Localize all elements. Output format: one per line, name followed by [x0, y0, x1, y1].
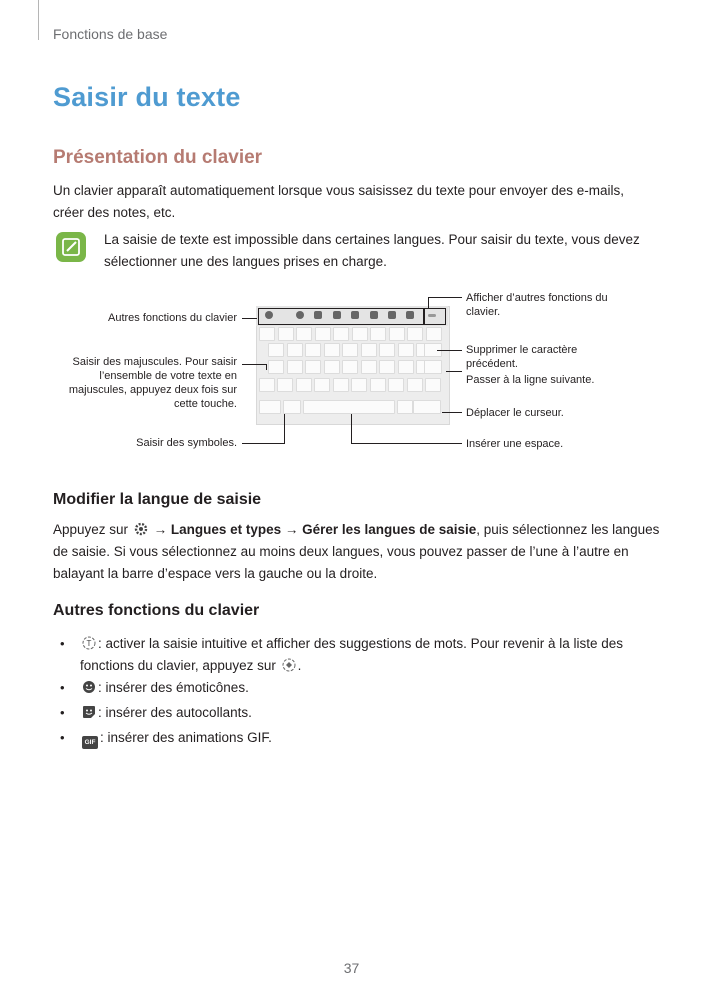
keyboard-key: [342, 343, 358, 357]
keyboard-key: [296, 378, 312, 392]
arrow-2: →: [284, 522, 299, 537]
section-header: Fonctions de base: [53, 26, 168, 42]
keyboard-key: [426, 327, 442, 341]
keyboard-key: [314, 378, 330, 392]
keyboard-key: [389, 327, 405, 341]
language-before: Appuyez sur: [53, 522, 129, 537]
keyboard-key: [315, 327, 331, 341]
more-highlight: [424, 308, 446, 325]
label-more: Afficher d’autres fonctions du clavier.: [466, 292, 608, 318]
language-paragraph: [53, 519, 663, 585]
keyboard-key: [370, 378, 386, 392]
label-functions: Autres fonctions du clavier: [107, 312, 237, 324]
keyboard-key: [379, 343, 395, 357]
gear-icon: [134, 522, 148, 536]
shift-key: [259, 378, 275, 392]
bullet-mark: •: [60, 705, 65, 720]
keyboard-key: [305, 343, 321, 357]
keyboard-key: [287, 360, 303, 374]
bullet-predictive: [60, 633, 660, 677]
bullet1-end: .: [297, 658, 302, 673]
bullet-mark: •: [60, 636, 65, 651]
keyboard-key: [305, 360, 321, 374]
bullet3-text: : insérer des autocollants.: [98, 705, 252, 720]
bullet-mark: •: [60, 730, 65, 745]
keyboard-key: [407, 378, 423, 392]
label-cursor: Déplacer le curseur.: [466, 407, 564, 419]
language-heading: Modifier la langue de saisie: [53, 491, 262, 508]
bullet4-text: : insérer des animations GIF.: [100, 730, 272, 745]
overview-intro: Un clavier apparaît automatiquement lorsque vous saisissez du texte pour envoyer des e-mails, créer des notes, etc.: [53, 183, 625, 220]
keyboard-key: [259, 327, 275, 341]
leader-symbols-v: [284, 414, 285, 444]
enter-key: [424, 360, 442, 374]
emoji-icon: [82, 680, 96, 694]
language-after: , puis sélectionnez les langues: [476, 522, 660, 537]
gif-icon: GIF: [82, 736, 98, 749]
comma-key: [283, 400, 301, 414]
bullet-sticker: [60, 702, 660, 724]
language-line3: balayant la barre d’espace vers la gauche ou la droite.: [53, 566, 378, 581]
label-delete: Supprimer le caractère précédent.: [466, 344, 578, 370]
keyboard-key: [278, 327, 294, 341]
keyboard-key: [351, 378, 367, 392]
keyboard-key: [398, 343, 414, 357]
bullet1-line1: : activer la saisie intuitive et afficher des suggestions de mots. Pour revenir à la liste des: [98, 636, 624, 651]
keyboard-key: [287, 343, 303, 357]
bullet2-text: : insérer des émoticônes.: [98, 680, 249, 695]
language-line2: de saisie. Si vous sélectionnez au moins deux langues, vous pouvez passer de l’une à l’autre en: [53, 544, 629, 559]
overview-heading: Présentation du clavier: [53, 147, 263, 168]
keyboard-key: [407, 327, 423, 341]
keyboard-key: [268, 360, 284, 374]
leader-functions: [242, 318, 257, 319]
predictive-icon: [82, 636, 96, 650]
keyboard-key: [324, 343, 340, 357]
arrow-1: →: [153, 522, 168, 537]
keyboard-key: [333, 378, 349, 392]
page-title: Saisir du texte: [53, 82, 241, 112]
label-caps: Saisir des majuscules. Pour saisir l’ensemble de votre texte en majuscules, appuyez deux fois sur cette touche.: [68, 356, 237, 410]
keyboard-key: [425, 378, 441, 392]
label-symbols: Saisir des symboles.: [136, 437, 237, 449]
keyboard-key: [342, 360, 358, 374]
note-text: La saisie de texte est impossible dans certaines langues. Pour saisir du texte, vous devez sélectionner une des langues prises en charge.: [104, 232, 640, 269]
leader-more-v: [428, 297, 429, 308]
bullet-gif: [60, 727, 660, 749]
leader-more: [428, 297, 462, 298]
menu-gerer-langues: Gérer les langues de saisie: [302, 522, 477, 537]
page-number: 37: [343, 960, 360, 976]
leader-symbols: [242, 443, 284, 444]
symbols-key: [259, 400, 281, 414]
keyboard-key: [388, 378, 404, 392]
leader-cursor: [442, 412, 462, 413]
keyboard-key: [361, 360, 377, 374]
keyboard-key: [324, 360, 340, 374]
keyboard-key: [277, 378, 293, 392]
keyboard-key: [370, 327, 386, 341]
leader-caps: [242, 364, 267, 365]
predictive-back-icon: [282, 658, 296, 672]
bullet-emoji: [60, 677, 660, 699]
leader-space: [351, 443, 462, 444]
space-key: [303, 400, 395, 414]
bullet-mark: •: [60, 680, 65, 695]
keyboard-key: [398, 360, 414, 374]
other-heading: Autres fonctions du clavier: [53, 602, 260, 619]
sticker-icon: [82, 705, 96, 719]
note-icon: [56, 232, 86, 262]
keyboard-key: [379, 360, 395, 374]
leader-delete: [437, 350, 462, 351]
period-key: [397, 400, 413, 414]
cursor-key: [413, 400, 441, 414]
header-rule: [38, 0, 39, 40]
keyboard-key: [352, 327, 368, 341]
keyboard-key: [268, 343, 284, 357]
bullet1-line2: fonctions du clavier, appuyez sur: [80, 658, 276, 673]
label-space: Insérer une espace.: [466, 438, 564, 450]
label-newline: Passer à la ligne suivante.: [466, 374, 595, 386]
leader-newline: [446, 371, 462, 372]
keyboard-key: [361, 343, 377, 357]
svg-text:T: T: [86, 639, 92, 648]
keyboard-key: [333, 327, 349, 341]
keyboard-key: [296, 327, 312, 341]
menu-langues-types: Langues et types: [170, 522, 282, 537]
leader-caps-v: [266, 364, 267, 370]
toolbar-highlight: [258, 308, 424, 325]
leader-space-v: [351, 414, 352, 444]
